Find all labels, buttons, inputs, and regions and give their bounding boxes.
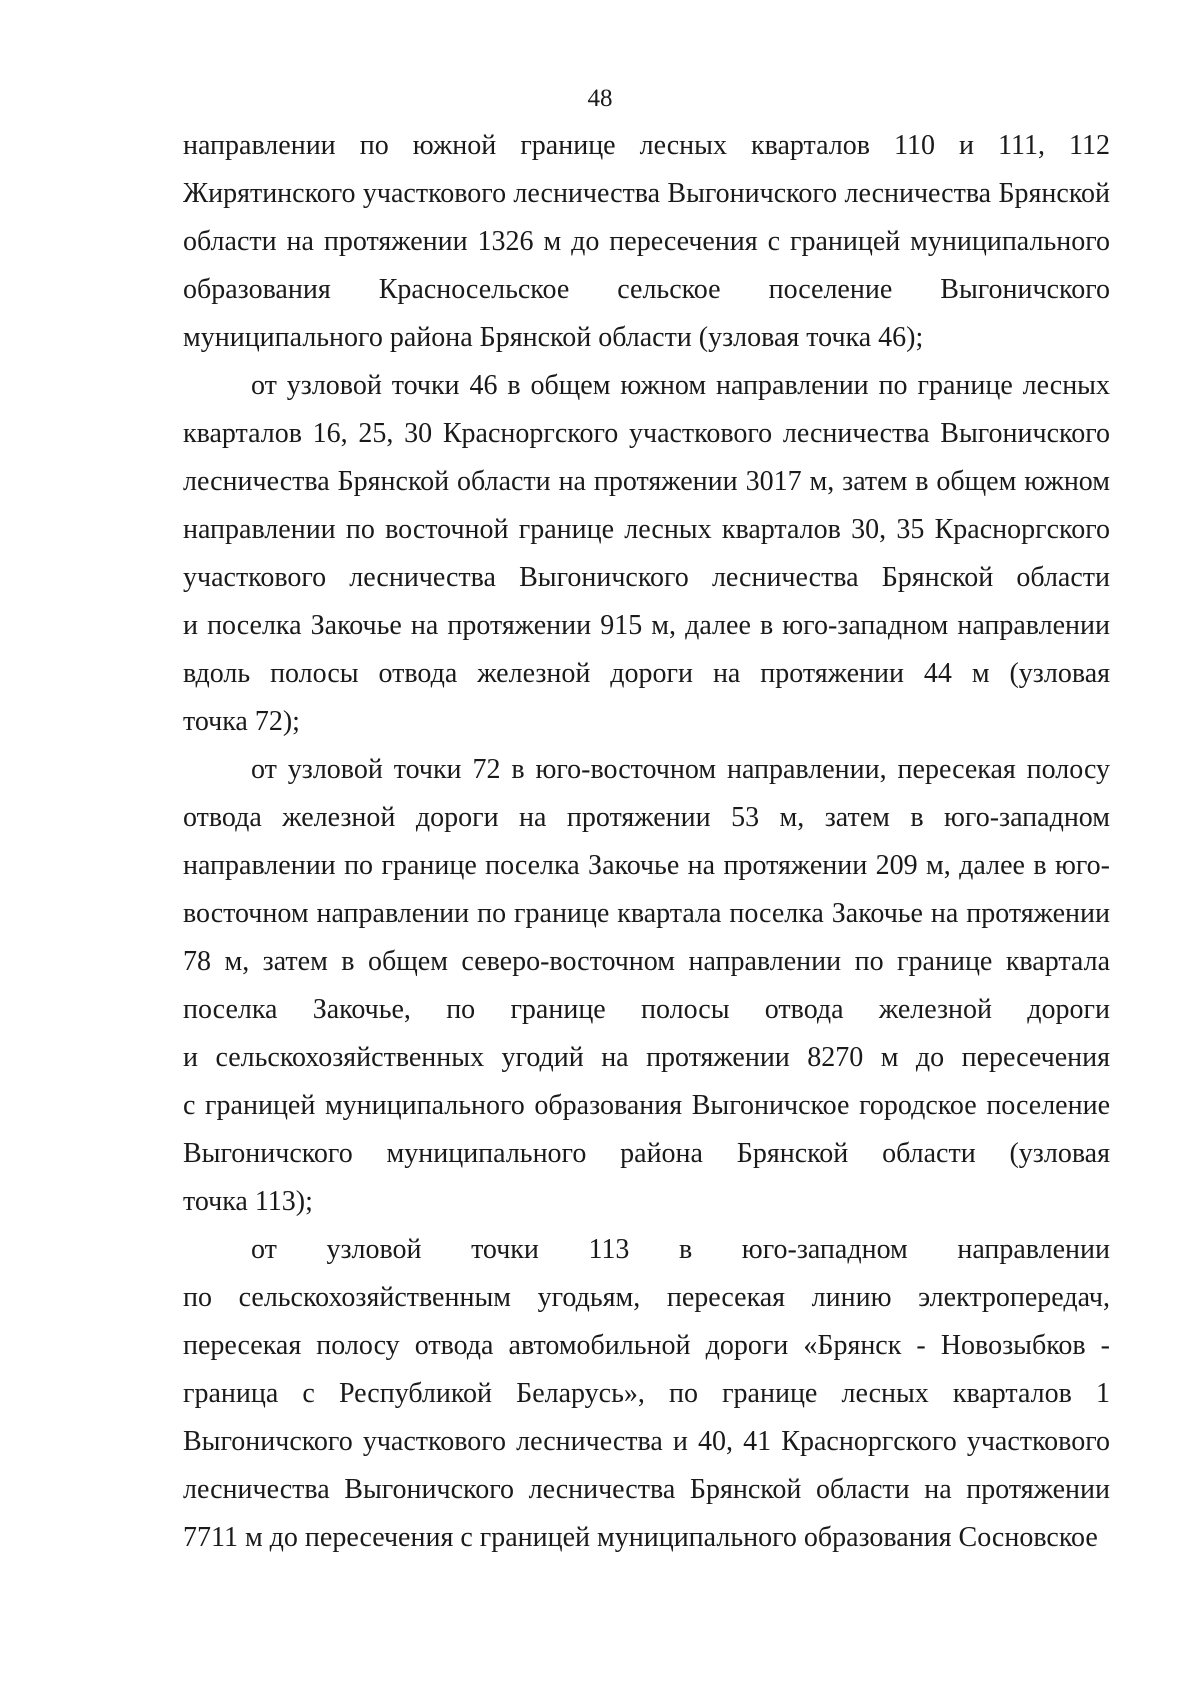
text-line: 7711 м до пересечения с границей муниципального образования Сосновское: [183, 1522, 1098, 1553]
text-line: от узловой точки 72 в юго-восточном направлении, пересекая полосу: [251, 754, 1110, 785]
text-line: восточном направлении по границе квартала поселка Закочье на протяжении: [183, 898, 1110, 929]
text-line: участкового лесничества Выгоничского лесничества Брянской области: [183, 562, 1110, 593]
text-line: Выгоничского участкового лесничества и 40, 41 Красноргского участкового: [183, 1426, 1110, 1457]
text-line: и сельскохозяйственных угодий на протяжении 8270 м до пересечения: [183, 1042, 1110, 1073]
text-line: кварталов 16, 25, 30 Красноргского участкового лесничества Выгоничского: [183, 418, 1110, 449]
paragraph: [183, 1226, 1110, 1562]
text-line: по сельскохозяйственным угодьям, пересекая линию электропередач,: [183, 1282, 1110, 1313]
text-line: лесничества Брянской области на протяжении 3017 м, затем в общем южном: [183, 466, 1110, 497]
paragraph: [183, 122, 1110, 362]
text-line: области на протяжении 1326 м до пересечения с границей муниципального: [183, 226, 1110, 257]
text-line: от узловой точки 46 в общем южном направлении по границе лесных: [251, 370, 1110, 401]
document-body: [183, 122, 1110, 1562]
text-line: 78 м, затем в общем северо-восточном направлении по границе квартала: [183, 946, 1110, 977]
text-line: лесничества Выгоничского лесничества Брянской области на протяжении: [183, 1474, 1110, 1505]
text-line: точка 72);: [183, 706, 300, 737]
text-line: отвода железной дороги на протяжении 53 м, затем в юго-западном: [183, 802, 1110, 833]
text-line: направлении по границе поселка Закочье на протяжении 209 м, далее в юго-: [183, 850, 1110, 881]
text-line: от узловой точки 113 в юго-западном направлении: [251, 1234, 1110, 1265]
text-line: граница с Республикой Беларусь», по границе лесных кварталов 1: [183, 1378, 1110, 1409]
text-line: Жирятинского участкового лесничества Выгоничского лесничества Брянской: [183, 178, 1110, 209]
text-line: пересекая полосу отвода автомобильной дороги «Брянск - Новозыбков -: [183, 1330, 1110, 1361]
text-line: направлении по южной границе лесных кварталов 110 и 111, 112: [183, 130, 1110, 161]
text-line: Выгоничского муниципального района Брянской области (узловая: [183, 1138, 1110, 1169]
paragraph: [183, 362, 1110, 746]
page-number: 48: [587, 85, 613, 112]
text-line: поселка Закочье, по границе полосы отвода железной дороги: [183, 994, 1110, 1025]
text-line: и поселка Закочье на протяжении 915 м, далее в юго-западном направлении: [183, 610, 1110, 641]
text-line: образования Красносельское сельское поселение Выгоничского: [183, 274, 1110, 305]
text-line: направлении по восточной границе лесных кварталов 30, 35 Красноргского: [183, 514, 1110, 545]
text-line: точка 113);: [183, 1186, 313, 1217]
text-line: муниципального района Брянской области (узловая точка 46);: [183, 322, 924, 353]
paragraph: [183, 746, 1110, 1226]
text-line: с границей муниципального образования Выгоничское городское поселение: [183, 1090, 1110, 1121]
text-line: вдоль полосы отвода железной дороги на протяжении 44 м (узловая: [183, 658, 1110, 689]
